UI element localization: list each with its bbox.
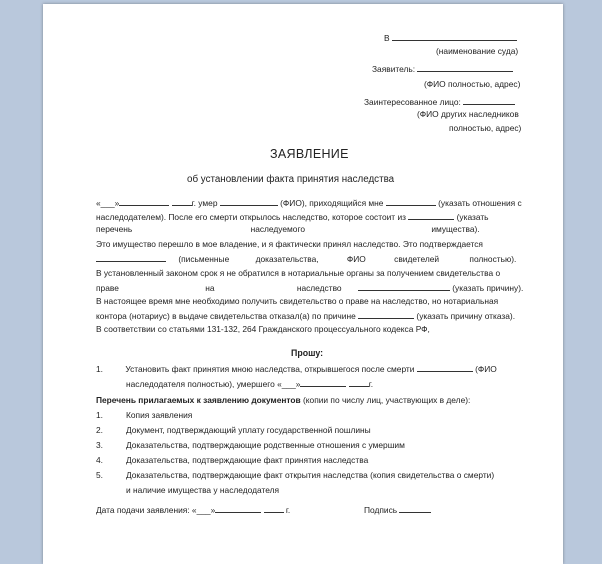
interested-blank	[463, 96, 515, 105]
evidence-hint-4: свидетелей	[394, 254, 440, 264]
interested-hint-2: полностью, адрес)	[449, 123, 522, 133]
interested-label: Заинтересованное лицо:	[364, 97, 461, 107]
court-hint: (наименование суда)	[436, 46, 519, 56]
attachment-item-5-cont: и наличие имущества у наследодателя	[126, 485, 280, 495]
property-word: имущества).	[431, 224, 480, 234]
estate-hint: (указать	[456, 212, 489, 222]
signature-line	[364, 504, 431, 516]
death-year-blank	[349, 378, 369, 387]
request-num: 1.	[96, 364, 103, 374]
list-word: перечень	[96, 224, 133, 234]
attachments-heading	[96, 395, 470, 406]
applicant-blank	[417, 63, 513, 72]
death-month-blank	[300, 378, 346, 387]
applicant-label: Заявитель:	[372, 64, 416, 74]
evidence-hint-3: ФИО	[346, 254, 366, 264]
attachment-num: 2.	[96, 425, 103, 435]
signature-blank	[399, 504, 431, 513]
refusal-text: контора (нотариус) в выдаче свидетельства отказал(а) по причине	[96, 311, 356, 321]
evidence-hint-2: доказательства,	[255, 254, 319, 264]
applicant-hint: (ФИО полностью, адрес)	[424, 79, 521, 89]
court-prefix: В	[384, 33, 390, 43]
attachment-item-2	[96, 425, 371, 436]
body-line-7	[96, 282, 523, 294]
refusal-hint: (указать причину отказа).	[416, 311, 516, 321]
inheritance-word: наследство	[296, 283, 342, 293]
attachment-text: Доказательства, подтверждающие факт открытия наследства (копия свидетельства о смерти)	[126, 470, 495, 480]
evidence-blank	[96, 253, 166, 262]
year-blank	[172, 197, 192, 206]
relation-text: (ФИО), приходящийся мне	[280, 198, 384, 208]
body-line-1	[96, 197, 522, 209]
body-line-8: В настоящее время мне необходимо получить свидетельство о праве на наследство, но нотариальная	[96, 296, 499, 306]
month-blank	[119, 197, 169, 206]
attachment-num: 5.	[96, 470, 103, 480]
attachment-num: 1.	[96, 410, 103, 420]
deceased-blank	[417, 363, 473, 372]
body-line-3	[96, 224, 480, 235]
reason-hint: (указать причину).	[452, 283, 524, 293]
date-year-blank	[264, 504, 284, 513]
court-blank	[392, 32, 517, 41]
request-line-1	[96, 363, 497, 375]
body-line-9	[96, 310, 515, 322]
attachments-note: (копии по числу лиц, участвующих в деле):	[300, 395, 471, 405]
attachment-num: 3.	[96, 440, 103, 450]
estate-text: наследодателем). После его смерти открылось наследство, которое состоит из	[96, 212, 406, 222]
request-line-2	[126, 378, 373, 390]
interested-line	[364, 96, 515, 108]
day-blank: «___»	[96, 198, 120, 208]
attachment-item-4	[96, 455, 369, 466]
on-word: на	[205, 283, 215, 293]
attachment-text: Копия заявления	[126, 410, 193, 420]
document-title: ЗАЯВЛЕНИЕ	[270, 147, 349, 161]
evidence-hint-5: полностью).	[469, 254, 517, 264]
date-label: Дата подачи заявления: «___»	[96, 505, 216, 515]
body-line-10: В соответствии со статьями 131-132, 264 Гражданского процессуального кодекса РФ,	[96, 324, 430, 334]
document-subtitle: об установлении факта принятия наследства	[187, 174, 395, 185]
request-text-2: наследодателя полностью), умершего «___»	[126, 379, 301, 389]
date-month-blank	[215, 504, 261, 513]
request-year-suffix: г.	[368, 379, 374, 389]
right-word: праве	[96, 283, 119, 293]
inherited-word: наследуемого	[250, 224, 305, 234]
relation-hint: (указать отношения с	[438, 198, 522, 208]
body-line-6: В установленный законом срок я не обратился в нотариальные органы за получением свидетельства о	[96, 268, 501, 278]
applicant-line	[372, 63, 513, 75]
interested-hint-1: (ФИО других наследников	[417, 109, 519, 119]
request-heading: Прошу:	[291, 348, 324, 358]
body-line-5	[96, 253, 516, 265]
court-line	[384, 32, 517, 44]
submission-date-line	[96, 504, 290, 516]
attachment-item-3	[96, 440, 405, 451]
attachment-num: 4.	[96, 455, 103, 465]
signature-label: Подпись	[364, 505, 398, 515]
died-text: г. умер	[191, 198, 218, 208]
attachment-text: Документ, подтверждающий уплату государственной пошлины	[126, 425, 371, 435]
request-text: Установить факт принятия мною наследства, открывшегося после смерти	[125, 364, 415, 374]
name-blank	[220, 197, 278, 206]
attachment-text: Доказательства, подтверждающие факт принятия наследства	[126, 455, 369, 465]
request-fio: (ФИО	[475, 364, 497, 374]
document-page	[43, 4, 563, 564]
relation-blank	[386, 197, 436, 206]
attachment-item-5	[96, 470, 495, 481]
refusal-blank	[358, 310, 414, 319]
evidence-hint-1: (письменные	[178, 254, 230, 264]
date-year-suffix: г.	[285, 505, 291, 515]
attachment-text: Доказательства, подтверждающие родственные отношения с умершим	[126, 440, 405, 450]
reason-blank	[358, 282, 450, 291]
attachments-title: Перечень прилагаемых к заявлению документов	[96, 395, 301, 405]
attachment-item-1	[96, 410, 193, 421]
body-line-4: Это имущество перешло в мое владение, и я фактически принял наследство. Это подтверждается	[96, 239, 483, 249]
body-line-2	[96, 211, 489, 223]
estate-blank	[408, 211, 454, 220]
